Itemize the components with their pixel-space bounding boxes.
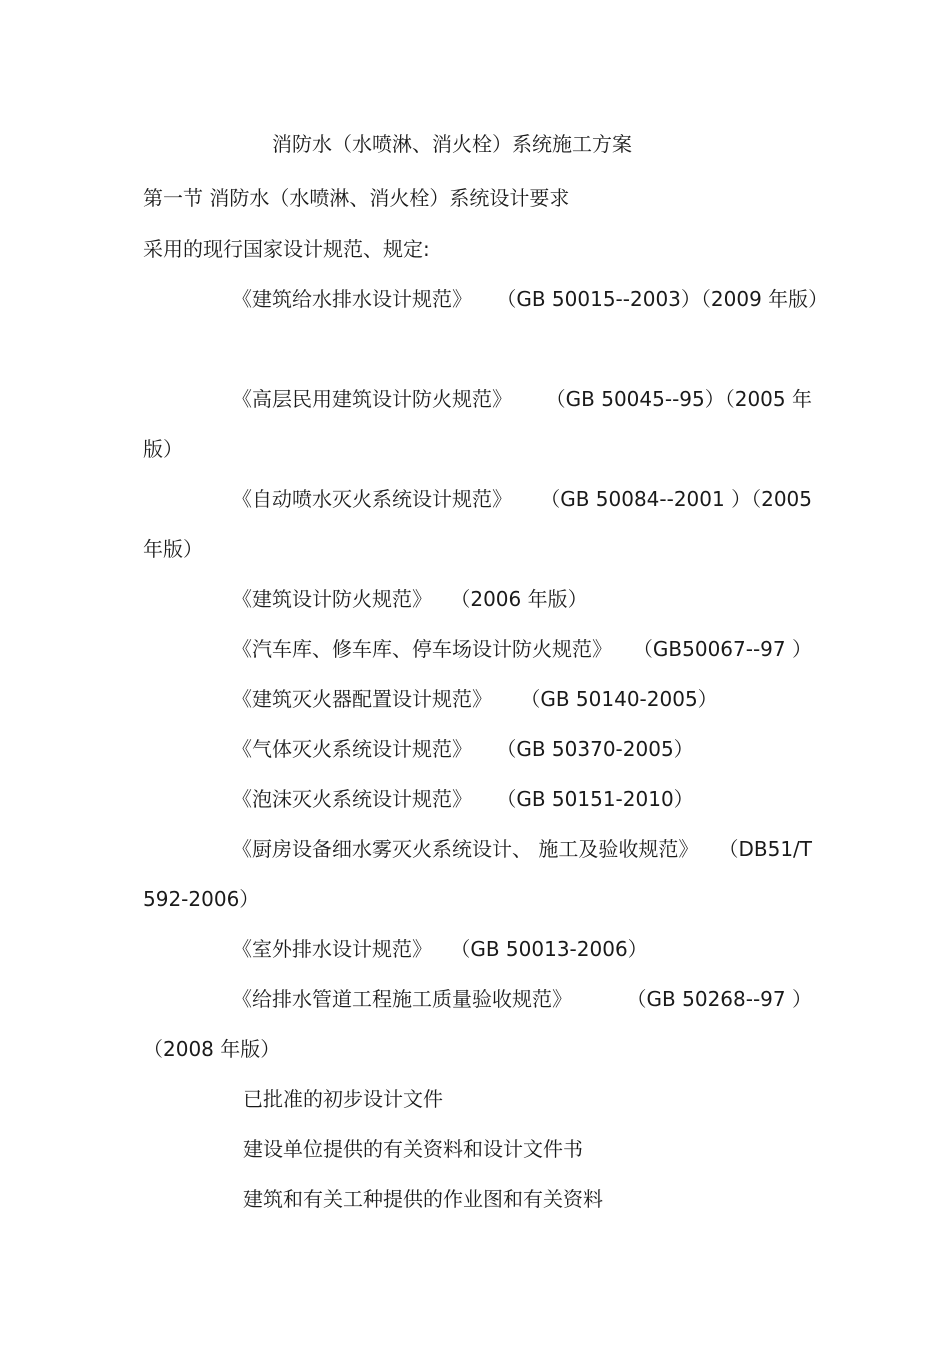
standard-name: 《建筑设计防火规范》	[232, 587, 432, 611]
standard-line	[232, 736, 812, 762]
standard-name: 《高层民用建筑设计防火规范》	[232, 387, 512, 411]
standard-code: （GB50067--97 ）	[632, 637, 812, 661]
intro-text: 采用的现行国家设计规范、规定:	[143, 237, 430, 261]
standard-code: （GB 50268--97 ）	[626, 987, 812, 1011]
standard-code: （2006 年版）	[450, 587, 588, 611]
standard-code: （GB 50013-2006）	[450, 937, 648, 961]
standard-line	[232, 986, 812, 1012]
standard-name: 《给排水管道工程施工质量验收规范》	[232, 987, 572, 1011]
standard-name: 《建筑给水排水设计规范》	[232, 287, 472, 311]
standard-code: （GB 50084--2001 ）（2005	[540, 487, 812, 511]
section-heading: 第一节 消防水（水喷淋、消火栓）系统设计要求	[143, 186, 570, 210]
standard-name: 《自动喷水灭火系统设计规范》	[232, 487, 512, 511]
standard-code: （DB51/T	[718, 837, 812, 861]
standard-continuation: （2008 年版）	[143, 1037, 281, 1061]
standard-line	[232, 636, 812, 662]
standard-line	[232, 786, 812, 812]
standard-line	[232, 286, 829, 312]
standard-line	[232, 936, 812, 962]
standard-line	[232, 686, 812, 712]
standard-code: （GB 50140-2005）	[520, 687, 718, 711]
standard-continuation: 版）	[143, 437, 183, 461]
standard-code: （GB 50045--95）（2005 年	[545, 387, 812, 411]
standard-name: 《气体灭火系统设计规范》	[232, 737, 472, 761]
standard-name: 《建筑灭火器配置设计规范》	[232, 687, 492, 711]
standard-name: 《室外排水设计规范》	[232, 937, 432, 961]
standard-continuation: 592-2006）	[143, 887, 260, 911]
reference-document: 已批准的初步设计文件	[243, 1087, 443, 1111]
standard-code: （GB 50370-2005）	[496, 737, 694, 761]
standard-code: （GB 50015--2003）（2009 年版）	[496, 287, 829, 311]
reference-document: 建筑和有关工种提供的作业图和有关资料	[243, 1187, 603, 1211]
standard-name: 《厨房设备细水雾灭火系统设计、 施工及验收规范》	[232, 837, 699, 861]
standard-name: 《泡沫灭火系统设计规范》	[232, 787, 472, 811]
standard-continuation: 年版）	[143, 537, 203, 561]
standard-code: （GB 50151-2010）	[496, 787, 694, 811]
standard-name: 《汽车库、修车库、停车场设计防火规范》	[232, 637, 612, 661]
standard-line	[232, 836, 812, 862]
standard-line	[232, 486, 812, 512]
reference-document: 建设单位提供的有关资料和设计文件书	[243, 1137, 583, 1161]
standard-line	[232, 386, 812, 412]
standard-line	[232, 586, 812, 612]
document-title: 消防水（水喷淋、消火栓）系统施工方案	[272, 132, 632, 156]
